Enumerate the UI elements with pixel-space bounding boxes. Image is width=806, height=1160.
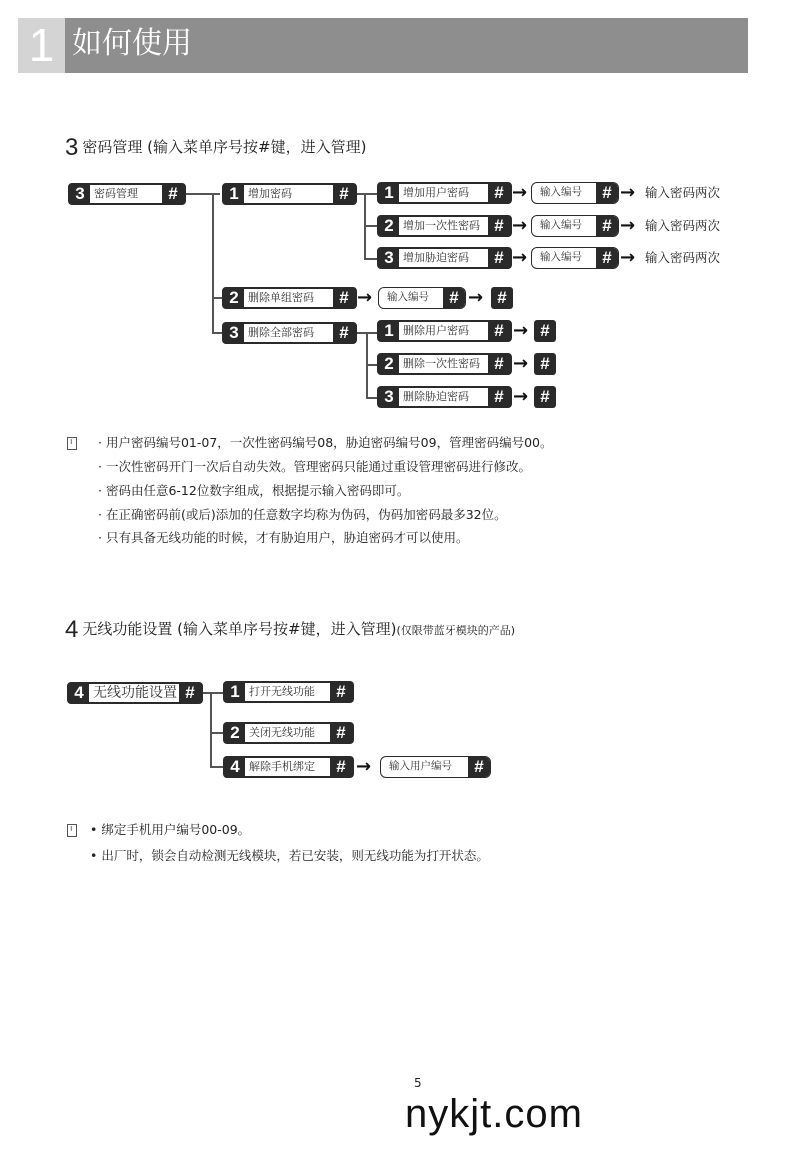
result-text: 输入密码两次: [645, 185, 721, 200]
menu-delete-single-password: [222, 287, 357, 309]
section-subtitle: (输入菜单序号按#键，进入管理): [147, 138, 367, 156]
menu-add-password: [222, 183, 357, 205]
menu-label: 删除胁迫密码: [399, 388, 488, 406]
section-title-text: 密码管理: [82, 138, 143, 156]
connector: [366, 397, 377, 399]
menu-number: 2: [229, 288, 239, 307]
input-number-box: [531, 215, 619, 237]
note-line: · 一次性密码开门一次后自动失效。管理密码只能通过重设管理密码进行修改。: [98, 459, 531, 474]
menu-number: 1: [230, 682, 240, 701]
input-label: 输入编号: [540, 186, 582, 198]
menu-label: 无线功能设置: [89, 684, 179, 702]
input-label: 输入编号: [387, 291, 429, 303]
input-label: 输入用户编号: [389, 760, 452, 772]
connector: [364, 225, 377, 227]
menu-root-password-management: [68, 183, 186, 205]
connector: [212, 332, 222, 334]
note-line: · 密码由任意6-12位数字组成，根据提示输入密码即可。: [98, 483, 410, 498]
menu-label: 删除全部密码: [244, 324, 333, 342]
input-label: 输入编号: [540, 219, 582, 231]
connector: [203, 692, 223, 694]
note-line: · 在正确密码前(或后)添加的任意数字均称为伪码，伪码加密码最多32位。: [98, 507, 507, 522]
result-text: 输入密码两次: [645, 218, 721, 233]
connector: [366, 364, 377, 366]
arrow-right-icon: →: [620, 215, 636, 236]
menu-unbind-phone: [223, 756, 354, 778]
result-text: 输入密码两次: [645, 250, 721, 265]
section-subtitle-note: (仅限带蓝牙模块的产品): [396, 624, 516, 637]
hash-key-icon: #: [534, 386, 556, 408]
menu-number: 3: [384, 387, 394, 406]
menu-number: 4: [74, 683, 84, 702]
input-number-box: [531, 247, 619, 269]
hash-key-icon: #: [596, 216, 618, 236]
note-icon: [67, 437, 77, 450]
menu-label: 删除用户密码: [399, 322, 488, 340]
section-number: 4: [65, 616, 79, 643]
arrow-right-icon: →: [468, 287, 484, 308]
chapter-title: 如何使用: [72, 26, 192, 61]
arrow-right-icon: →: [620, 247, 636, 268]
arrow-right-icon: →: [512, 247, 528, 268]
connector: [212, 297, 222, 299]
hash-key-icon: #: [336, 723, 346, 742]
menu-label: 删除一次性密码: [399, 355, 488, 373]
hash-key-icon: #: [168, 184, 178, 203]
menu-number: 1: [384, 321, 394, 340]
menu-enable-wireless: [223, 681, 354, 703]
input-number-box: [378, 287, 466, 309]
menu-label: 解除手机绑定: [245, 758, 330, 776]
note-line: • 绑定手机用户编号00-09。: [90, 822, 251, 837]
menu-label: 打开无线功能: [245, 683, 330, 701]
menu-add-one-time-password: [377, 215, 512, 237]
hash-key-icon: #: [185, 683, 195, 702]
hash-key-icon: #: [468, 757, 490, 777]
input-number-box: [531, 182, 619, 204]
hash-key-icon: #: [494, 216, 504, 235]
section-4-title: [65, 616, 515, 644]
menu-number: 3: [229, 323, 239, 342]
arrow-right-icon: →: [357, 287, 373, 308]
chapter-number: 1: [18, 18, 65, 73]
note-line: · 用户密码编号01-07，一次性密码编号08，胁迫密码编号09，管理密码编号00。: [98, 435, 553, 450]
hash-key-icon: #: [494, 321, 504, 340]
hash-key-icon: #: [336, 682, 346, 701]
arrow-right-icon: →: [513, 386, 529, 407]
section-subtitle: (输入菜单序号按#键，进入管理): [177, 620, 397, 638]
note-line: • 出厂时，锁会自动检测无线模块，若已安装，则无线功能为打开状态。: [90, 848, 489, 863]
website-watermark: nykjt.com: [405, 1092, 583, 1136]
hash-key-icon: #: [596, 183, 618, 203]
menu-label: 增加密码: [244, 185, 333, 203]
hash-key-icon: #: [494, 183, 504, 202]
hash-key-icon: #: [494, 354, 504, 373]
hash-key-icon: #: [534, 320, 556, 342]
connector: [210, 692, 212, 768]
connector: [210, 766, 223, 768]
menu-delete-one-time-password: [377, 353, 512, 375]
hash-key-icon: #: [339, 288, 349, 307]
hash-key-icon: #: [494, 387, 504, 406]
arrow-right-icon: →: [620, 182, 636, 203]
menu-number: 3: [75, 184, 85, 203]
section-number: 3: [65, 134, 79, 161]
arrow-right-icon: →: [512, 182, 528, 203]
menu-root-wireless-settings: [67, 682, 203, 704]
menu-number: 2: [384, 354, 394, 373]
connector: [364, 258, 377, 260]
connector: [357, 193, 377, 195]
menu-add-user-password: [377, 182, 512, 204]
connector: [186, 193, 220, 195]
menu-number: 2: [230, 723, 240, 742]
input-label: 输入编号: [540, 251, 582, 263]
connector: [210, 732, 223, 734]
hash-key-icon: #: [494, 248, 504, 267]
menu-delete-user-password: [377, 320, 512, 342]
menu-number: 1: [229, 184, 239, 203]
menu-number: 3: [384, 248, 394, 267]
hash-key-icon: #: [336, 757, 346, 776]
menu-delete-all-passwords: [222, 322, 357, 344]
menu-number: 4: [230, 757, 240, 776]
hash-key-icon: #: [534, 353, 556, 375]
menu-label: 增加一次性密码: [399, 217, 488, 235]
input-user-number-box: [380, 756, 491, 778]
note-line: · 只有具备无线功能的时候，才有胁迫用户，胁迫密码才可以使用。: [98, 530, 469, 545]
section-3-title: [65, 134, 366, 162]
menu-add-duress-password: [377, 247, 512, 269]
menu-label: 关闭无线功能: [245, 724, 330, 742]
menu-label: 密码管理: [90, 185, 162, 203]
connector: [212, 193, 214, 333]
menu-label: 增加用户密码: [399, 184, 488, 202]
arrow-right-icon: →: [513, 320, 529, 341]
note-icon: [67, 824, 77, 837]
section-title-text: 无线功能设置: [82, 620, 173, 638]
arrow-right-icon: →: [356, 756, 372, 777]
arrow-right-icon: →: [513, 353, 529, 374]
menu-label: 删除单组密码: [244, 289, 333, 307]
arrow-right-icon: →: [512, 215, 528, 236]
hash-key-icon: #: [339, 323, 349, 342]
menu-delete-duress-password: [377, 386, 512, 408]
hash-key-icon: #: [491, 287, 513, 309]
menu-disable-wireless: [223, 722, 354, 744]
menu-number: 1: [384, 183, 394, 202]
hash-key-icon: #: [443, 288, 465, 308]
menu-label: 增加胁迫密码: [399, 249, 488, 267]
menu-number: 2: [384, 216, 394, 235]
hash-key-icon: #: [339, 184, 349, 203]
hash-key-icon: #: [596, 248, 618, 268]
page-number: 5: [414, 1076, 422, 1090]
